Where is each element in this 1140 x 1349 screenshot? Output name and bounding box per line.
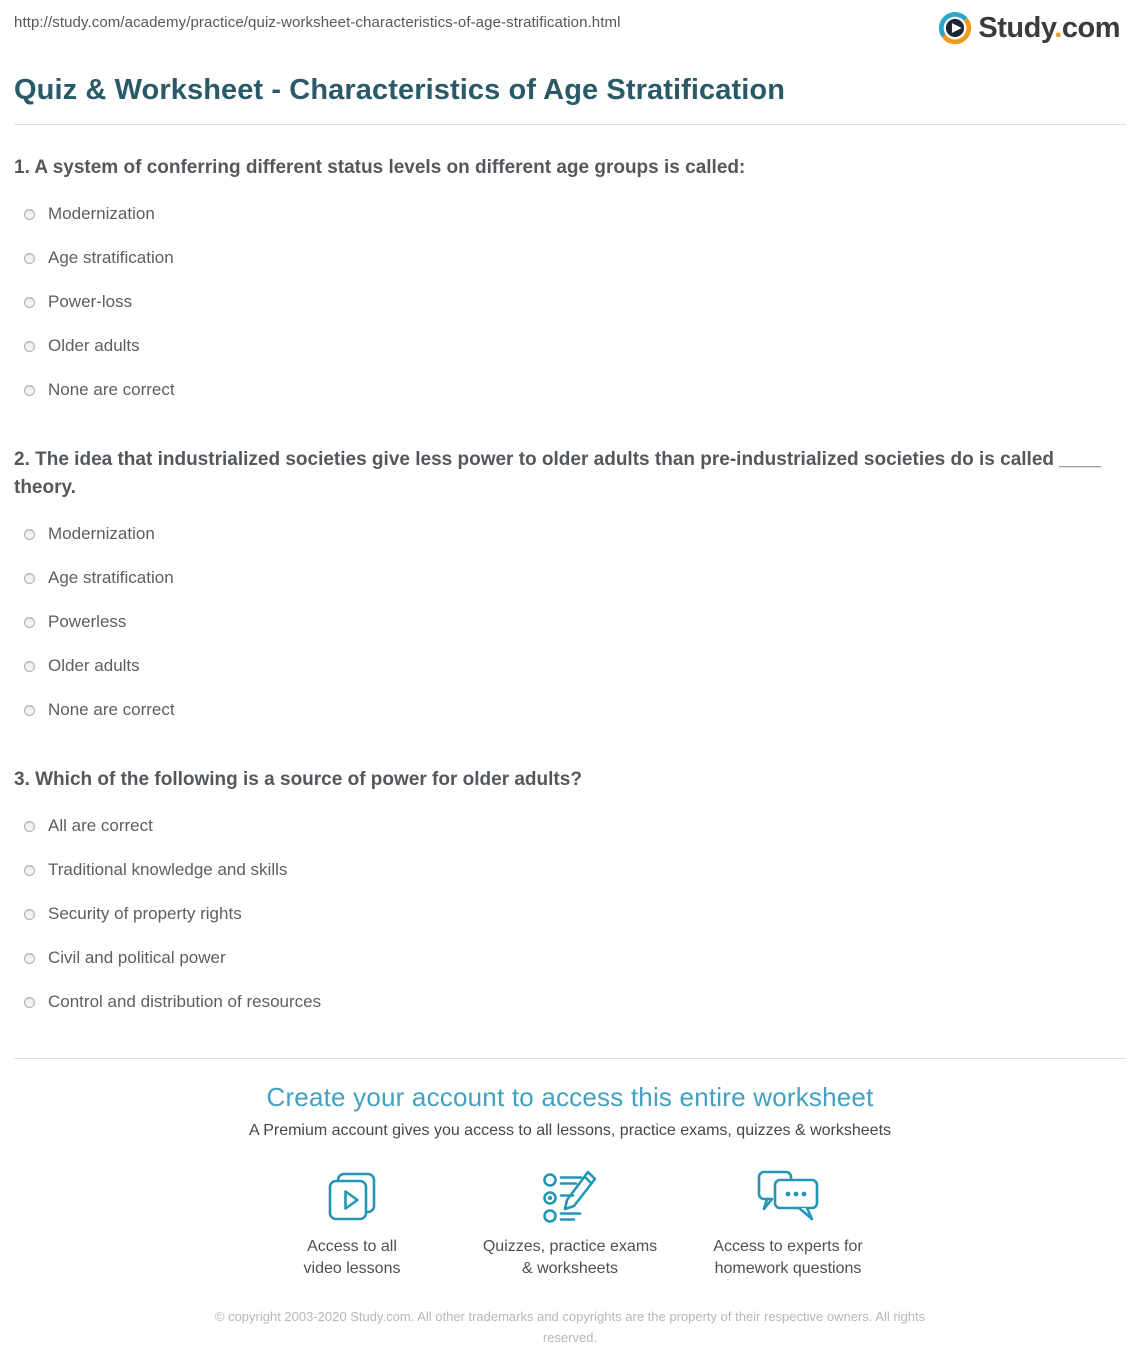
feature-homework-experts — [679, 1167, 897, 1280]
answer-option[interactable] — [14, 566, 1126, 590]
answer-option[interactable] — [14, 334, 1126, 358]
quizzes-worksheets-icon — [461, 1167, 679, 1225]
radio-button[interactable] — [24, 341, 35, 352]
radio-button[interactable] — [24, 865, 35, 876]
option-label: Traditional knowledge and skills — [48, 860, 288, 879]
answer-option[interactable] — [14, 990, 1126, 1014]
answer-option[interactable] — [14, 902, 1126, 926]
feature-label: Access to experts for homework questions — [713, 1238, 863, 1278]
feature-label: Access to all video lessons — [303, 1238, 401, 1278]
logo-wordmark: Study.com — [978, 12, 1120, 44]
cta-divider — [14, 1058, 1126, 1059]
radio-button[interactable] — [24, 909, 35, 920]
answer-option[interactable] — [14, 610, 1126, 634]
question-1-text: 1. A system of conferring different status levels on different age groups is called: — [14, 157, 746, 178]
option-label: Age stratification — [48, 248, 174, 267]
copyright-notice: © copyright 2003-2020 Study.com. All other trademarks and copyrights are the property of their respective owners. All rights reserved. — [214, 1309, 926, 1345]
option-label: Power-loss — [48, 292, 133, 311]
option-label: Security of property rights — [48, 904, 242, 923]
page-title: Quiz & Worksheet - Characteristics of Age Stratification — [14, 74, 786, 106]
question-1-options — [14, 202, 1126, 402]
cta-section — [0, 1082, 1140, 1280]
answer-option[interactable] — [14, 654, 1126, 678]
answer-option[interactable] — [14, 290, 1126, 314]
cta-heading: Create your account to access this entire worksheet — [266, 1082, 874, 1112]
cta-subheading: A Premium account gives you access to all lessons, practice exams, quizzes & worksheets — [248, 1122, 892, 1139]
radio-button[interactable] — [24, 997, 35, 1008]
radio-button[interactable] — [24, 573, 35, 584]
question-2-text: 2. The idea that industrialized societies give less power to older adults than pre-industrialized societies do is called ____ theory. — [14, 449, 1102, 498]
option-label: All are correct — [48, 816, 153, 835]
question-3-text: 3. Which of the following is a source of power for older adults? — [14, 769, 582, 790]
question-3-options — [14, 814, 1126, 1014]
feature-label: Quizzes, practice exams & worksheets — [482, 1238, 658, 1278]
feature-quizzes-worksheets — [461, 1167, 679, 1280]
top-bar — [0, 0, 1140, 46]
option-label: Powerless — [48, 612, 127, 631]
radio-button[interactable] — [24, 297, 35, 308]
studycom-logo[interactable] — [937, 10, 1120, 46]
radio-button[interactable] — [24, 821, 35, 832]
quiz-section — [0, 154, 1140, 1014]
feature-video-lessons — [243, 1167, 461, 1280]
radio-button[interactable] — [24, 385, 35, 396]
answer-option[interactable] — [14, 946, 1126, 970]
option-label: Modernization — [48, 204, 155, 223]
answer-option[interactable] — [14, 522, 1126, 546]
option-label: Age stratification — [48, 568, 174, 587]
option-label: Older adults — [48, 336, 140, 355]
feature-list — [0, 1167, 1140, 1280]
answer-option[interactable] — [14, 378, 1126, 402]
option-label: Older adults — [48, 656, 140, 675]
title-divider — [14, 124, 1126, 125]
radio-button[interactable] — [24, 617, 35, 628]
homework-experts-icon — [679, 1167, 897, 1225]
answer-option[interactable] — [14, 698, 1126, 722]
option-label: None are correct — [48, 380, 175, 399]
radio-button[interactable] — [24, 705, 35, 716]
radio-button[interactable] — [24, 661, 35, 672]
answer-option[interactable] — [14, 202, 1126, 226]
option-label: Control and distribution of resources — [48, 992, 322, 1011]
option-label: Modernization — [48, 524, 155, 543]
answer-option[interactable] — [14, 858, 1126, 882]
option-label: Civil and political power — [48, 948, 226, 967]
answer-option[interactable] — [14, 814, 1126, 838]
radio-button[interactable] — [24, 209, 35, 220]
question-2-options — [14, 522, 1126, 722]
video-lessons-icon — [243, 1167, 461, 1225]
radio-button[interactable] — [24, 253, 35, 264]
option-label: None are correct — [48, 700, 175, 719]
play-circle-icon — [937, 10, 973, 46]
radio-button[interactable] — [24, 953, 35, 964]
answer-option[interactable] — [14, 246, 1126, 270]
page-url: http://study.com/academy/practice/quiz-worksheet-characteristics-of-age-stratification.html — [14, 14, 621, 31]
radio-button[interactable] — [24, 529, 35, 540]
